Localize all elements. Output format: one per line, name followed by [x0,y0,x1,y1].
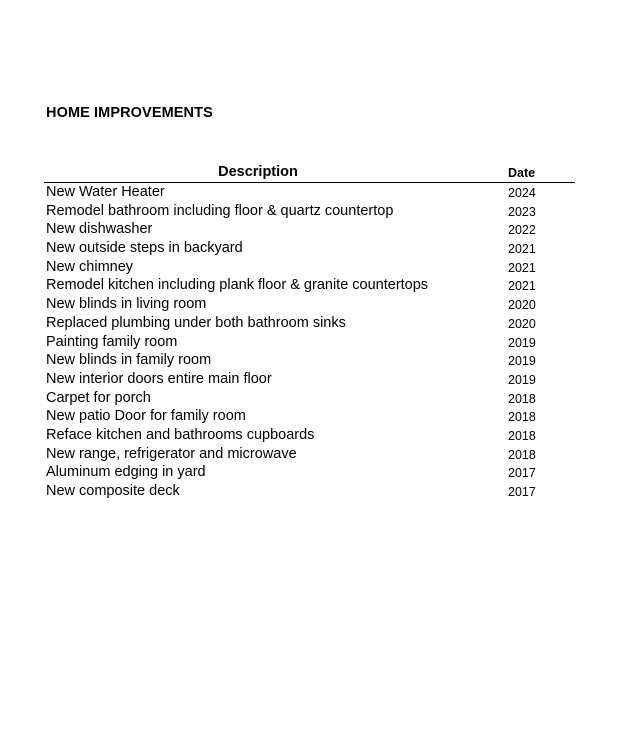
table-row [44,202,575,221]
table-row [44,389,575,408]
row-description: Reface kitchen and bathrooms cupboards [46,426,315,443]
table-row [44,295,575,314]
page-title: HOME IMPROVEMENTS [46,105,213,121]
table-row [44,239,575,258]
row-date: 2018 [508,447,536,462]
row-date: 2020 [508,316,536,331]
table-row [44,276,575,295]
row-date: 2018 [508,428,536,443]
table-row [44,445,575,464]
row-date: 2024 [508,186,536,200]
row-description: New range, refrigerator and microwave [46,445,297,462]
row-date: 2017 [508,485,536,499]
row-description: Replaced plumbing under both bathroom sinks [46,314,346,331]
row-date: 2023 [508,204,536,219]
column-header-date: Date [508,166,536,180]
row-description: New blinds in living room [46,296,207,313]
row-date: 2019 [508,354,536,369]
table-row [44,258,575,277]
table-row [44,463,575,482]
row-description: Remodel bathroom including floor & quartz countertop [46,202,394,219]
row-date: 2021 [508,279,536,294]
row-description: New dishwasher [46,221,153,238]
row-date: 2020 [508,298,536,313]
row-date: 2022 [508,223,536,238]
row-date: 2021 [508,260,536,275]
row-description: Painting family room [46,333,178,350]
row-description: New outside steps in backyard [46,240,243,257]
row-description: Aluminum edging in yard [46,464,206,481]
row-description: New Water Heater [46,184,165,200]
table-row [44,482,575,501]
table-row [44,351,575,370]
row-date: 2017 [508,466,536,481]
row-description: Carpet for porch [46,389,151,406]
table-row [44,183,575,202]
row-date: 2018 [508,391,536,406]
table-header [44,163,575,183]
table-row [44,314,575,333]
table-row [44,426,575,445]
row-date: 2018 [508,410,536,425]
row-date: 2019 [508,335,536,350]
row-date: 2021 [508,242,536,257]
table-row [44,370,575,389]
table-row [44,333,575,352]
row-date: 2019 [508,372,536,387]
row-description: New interior doors entire main floor [46,370,272,387]
improvements-table [44,163,575,501]
row-description: Remodel kitchen including plank floor & granite countertops [46,277,429,294]
table-body [44,183,575,501]
column-header-description: Description [218,164,298,180]
row-description: New blinds in family room [46,352,212,369]
table-row [44,220,575,239]
row-description: New chimney [46,258,134,275]
row-description: New composite deck [46,483,180,499]
row-description: New patio Door for family room [46,408,246,425]
table-row [44,407,575,426]
